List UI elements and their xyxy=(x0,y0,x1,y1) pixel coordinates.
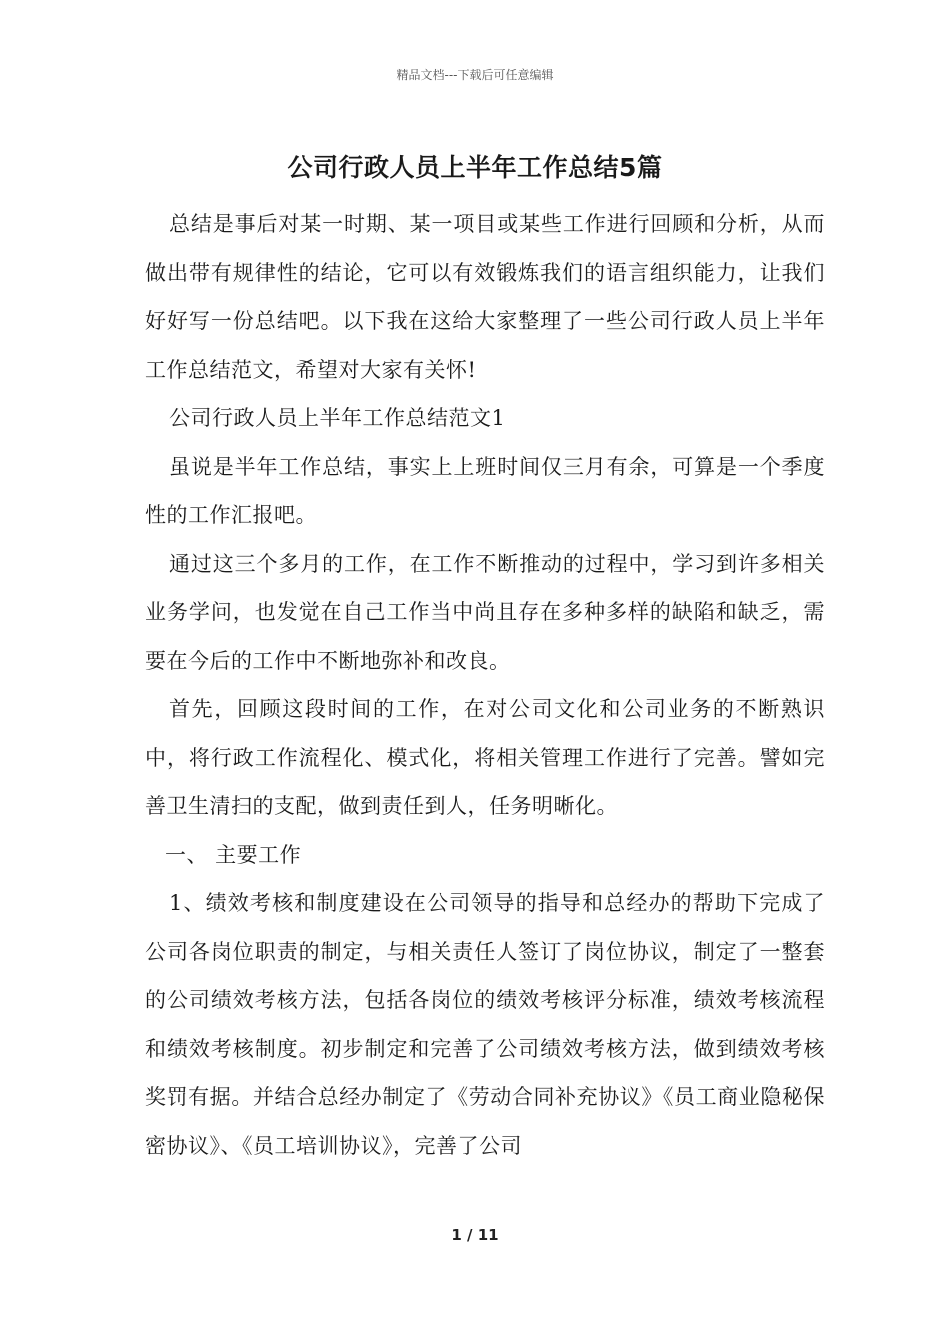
paragraph-1: 虽说是半年工作总结，事实上上班时间仅三月有余，可算是一个季度性的工作汇报吧。 xyxy=(145,454,825,527)
paragraph-subtitle: 公司行政人员上半年工作总结范文1 xyxy=(169,406,506,430)
paragraph-4: 1、绩效考核和制度建设在公司领导的指导和总经办的帮助下完成了公司各岗位职责的制定，与相关责任人签订了岗位协议，制定了一整套的公司绩效考核方法，包括各岗位的绩效考核评分标准，绩效考核流程和绩效考核制度。初步制定和完善了公司绩效考核方法，做到绩效考核奖罚有据。并结合总经办制定了《劳动合同补充协议》《员工商业隐秘保密协议》、《员工培训协议》，完善了公司 xyxy=(145,891,825,1158)
document-body xyxy=(145,200,825,1170)
section-heading: 一、 主要工作 xyxy=(165,842,302,867)
paragraph-intro: 总结是事后对某一时期、某一项目或某些工作进行回顾和分析，从而做出带有规律性的结论，它可以有效锻炼我们的语言组织能力，让我们好好写一份总结吧。以下我在这给大家整理了一些公司行政人员上半年工作总结范文，希望对大家有关怀! xyxy=(145,212,825,382)
page-number: 1 / 11 xyxy=(451,1226,499,1244)
header-note: 精品文档---下载后可任意编辑 xyxy=(396,68,554,82)
paragraph-3: 首先，回顾这段时间的工作，在对公司文化和公司业务的不断熟识中，将行政工作流程化、模式化，将相关管理工作进行了完善。譬如完善卫生清扫的支配，做到责任到人，任务明晰化。 xyxy=(145,697,825,818)
paragraph-2: 通过这三个多月的工作，在工作不断推动的过程中，学习到许多相关业务学问，也发觉在自己工作当中尚且存在多种多样的缺陷和缺乏，需要在今后的工作中不断地弥补和改良。 xyxy=(145,551,825,673)
document-title: 公司行政人员上半年工作总结5篇 xyxy=(287,153,663,182)
